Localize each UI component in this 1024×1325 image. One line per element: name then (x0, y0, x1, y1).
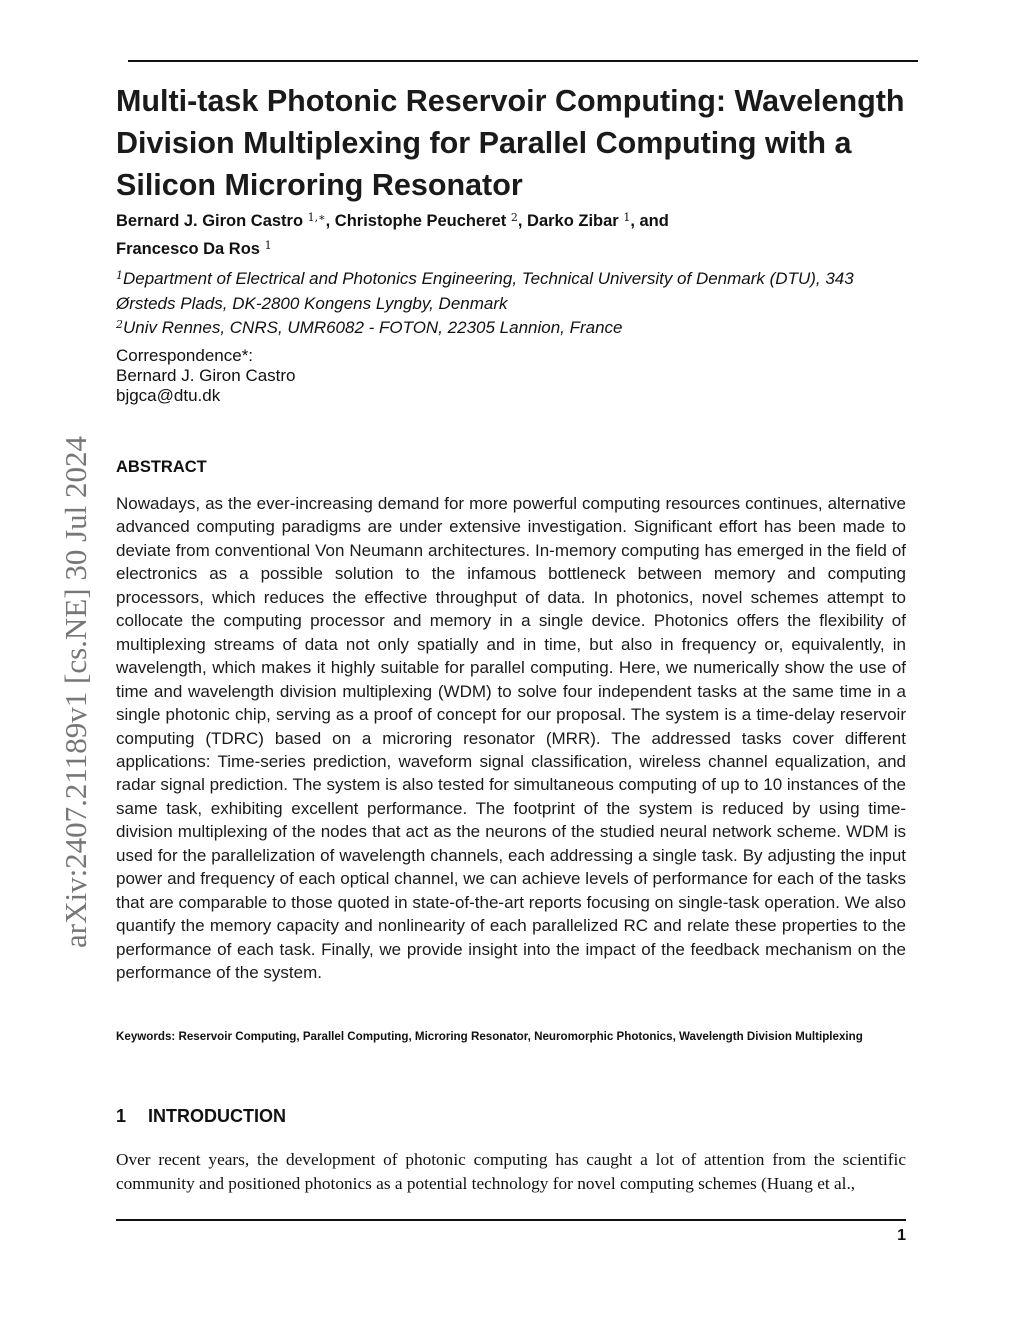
correspondence-label: Correspondence*: (116, 346, 254, 365)
author-name: Bernard J. Giron Castro (116, 212, 304, 230)
correspondence (116, 346, 616, 406)
affiliation-number: 2 (116, 318, 123, 331)
paper-title: Multi-task Photonic Reservoir Computing: Wavelength Division Multiplexing for Parallel Computing with a Silicon Microring Resonator (116, 84, 905, 202)
correspondence-email[interactable]: bjgca@dtu.dk (116, 386, 221, 405)
author-name: Francesco Da Ros (116, 240, 260, 258)
keywords: Keywords: Reservoir Computing, Parallel Computing, Microring Resonator, Neuromorphic Photonics, Wavelength Division Multiplexing (116, 1030, 863, 1043)
affiliation (116, 316, 906, 341)
section-heading (116, 1106, 286, 1127)
author-affiliation-marker: 1 (264, 239, 272, 252)
author-affiliation-marker: 1 (623, 211, 631, 224)
bottom-rule (116, 1219, 906, 1221)
abstract-heading: ABSTRACT (116, 458, 207, 476)
author-affiliation-marker: 2 (510, 211, 518, 224)
author-name: Christophe Peucheret (334, 212, 507, 230)
author-list (116, 207, 906, 263)
section-body: Over recent years, the development of photonic computing has caught a lot of attention from the scientific community and positioned photonics as a potential technology for novel computing schemes (Huang et al., (116, 1150, 906, 1193)
section-number: 1 (116, 1106, 127, 1126)
top-rule (128, 60, 918, 62)
author-separator: , (517, 212, 528, 230)
author-name: Darko Zibar (527, 212, 619, 230)
author-affiliation-marker: 1,∗ (307, 211, 326, 224)
affiliations (116, 267, 906, 341)
arxiv-identifier[interactable]: arXiv:2407.21189v1 [cs.NE] 30 Jul 2024 (58, 436, 93, 949)
page-number: 1 (897, 1227, 906, 1244)
affiliation-text: Univ Rennes, CNRS, UMR6082 - FOTON, 22305 Lannion, France (123, 318, 623, 337)
correspondence-name: Bernard J. Giron Castro (116, 366, 296, 385)
affiliation-number: 1 (116, 269, 123, 282)
section-title: INTRODUCTION (148, 1106, 286, 1126)
abstract-body: Nowadays, as the ever-increasing demand for more powerful computing resources continues, alternative advanced computing paradigms are under extensive investigation. Significant effort has been made to deviate from conventional Von Neumann architectures. In-memory computing has emerged in the field of electronics as a possible solution to the infamous bottleneck between memory and computing processors, which reduces the effective throughput of data. In photonics, novel schemes attempt to collocate the computing processor and memory in a single device. Photonics offers the flexibility of multiplexing streams of data not only spatially and in time, but also in frequency or, equivalently, in wavelength, which makes it highly suitable for parallel computing. Here, we numerically show the use of time and wavelength division multiplexing (WDM) to solve four independent tasks at the same time in a single photonic chip, serving as a proof of concept for our proposal. The system is a time-delay reservoir computing (TDRC) based on a microring resonator (MRR). The addressed tasks cover different applications: Time-series prediction, waveform signal classification, wireless channel equalization, and radar signal prediction. The system is also tested for simultaneous computing of up to 10 instances of the same task, exhibiting excellent performance. The footprint of the system is reduced by using time-division multiplexing of the nodes that act as the neurons of the studied neural network scheme. WDM is used for the parallelization of wavelength channels, each addressing a single task. By adjusting the input power and frequency of each optical channel, we can achieve levels of performance for each of the tasks that are comparable to those quoted in state-of-the-art reports focusing on single-task operation. We also quantify the memory capacity and nonlinearity of each parallelized RC and relate these properties to the performance of each task. Finally, we provide insight into the impact of the feedback mechanism on the performance of the system. (116, 494, 906, 983)
author-separator: , and (630, 212, 669, 230)
author-separator: , (325, 212, 335, 230)
affiliation-text: Department of Electrical and Photonics Engineering, Technical University of Denmark (DTU), 343 Ørsteds Plads, DK-2800 Kongens Lyngby, Denmark (116, 269, 854, 313)
affiliation (116, 267, 906, 316)
